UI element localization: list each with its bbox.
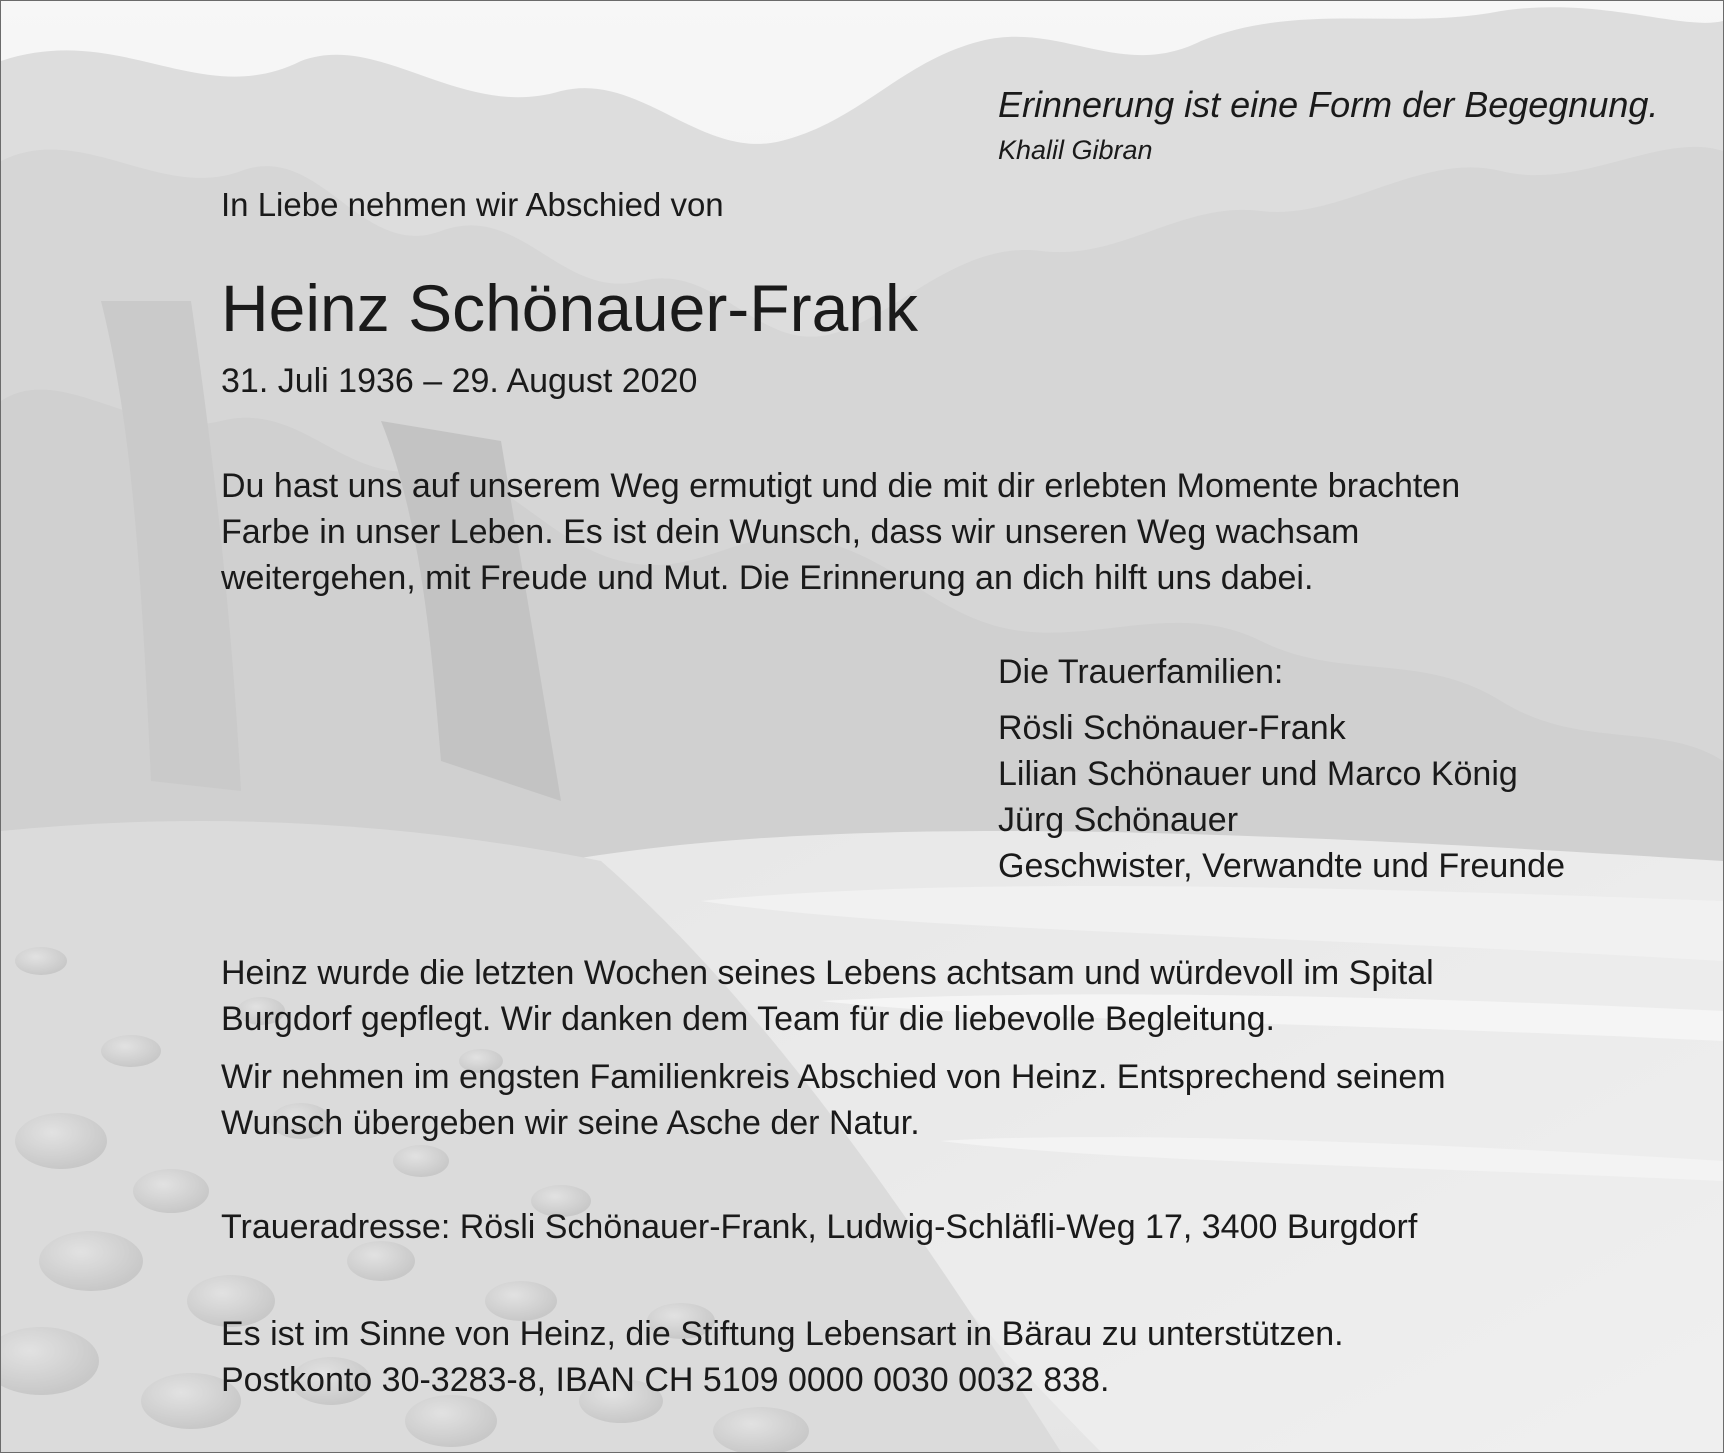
thanks-line: Heinz wurde die letzten Wochen seines Lebens achtsam und würdevoll im Spital bbox=[221, 954, 1434, 992]
family-member: Lilian Schönauer und Marco König bbox=[998, 755, 1518, 793]
deceased-name: Heinz Schönauer-Frank bbox=[221, 271, 918, 345]
donation-paragraph bbox=[221, 1311, 1641, 1403]
tribute-line: Du hast uns auf unserem Weg ermutigt und die mit dir erlebten Momente brachten bbox=[221, 467, 1461, 505]
tribute-paragraph bbox=[221, 463, 1641, 601]
motto-author: Khalil Gibran bbox=[998, 135, 1153, 165]
donation-line: Postkonto 30-3283-8, IBAN CH 5109 0000 0030 0032 838. bbox=[221, 1361, 1110, 1399]
intro-line: In Liebe nehmen wir Abschied von bbox=[221, 186, 724, 223]
farewell-line: Wir nehmen im engsten Familienkreis Abschied von Heinz. Entsprechend seinem bbox=[221, 1058, 1446, 1096]
family-member: Rösli Schönauer-Frank bbox=[998, 709, 1346, 747]
mourning-address bbox=[221, 1204, 1641, 1250]
life-dates: 31. Juli 1936 – 29. August 2020 bbox=[221, 362, 698, 400]
tribute-line: weitergehen, mit Freude und Mut. Die Erinnerung an dich hilft uns dabei. bbox=[221, 559, 1314, 597]
motto-quote: Erinnerung ist eine Form der Begegnung. bbox=[998, 84, 1659, 125]
family-member: Jürg Schönauer bbox=[998, 801, 1239, 839]
thanks-paragraph bbox=[221, 950, 1641, 1042]
mourning-families bbox=[998, 649, 1565, 889]
tribute-line: Farbe in unser Leben. Es ist dein Wunsch, dass wir unseren Weg wachsam bbox=[221, 513, 1360, 551]
address-line: Traueradresse: Rösli Schönauer-Frank, Ludwig-Schläfli-Weg 17, 3400 Burgdorf bbox=[221, 1208, 1418, 1246]
families-heading: Die Trauerfamilien: bbox=[998, 653, 1284, 691]
farewell-paragraph bbox=[221, 1054, 1641, 1146]
farewell-line: Wunsch übergeben wir seine Asche der Natur. bbox=[221, 1104, 920, 1142]
thanks-line: Burgdorf gepflegt. Wir danken dem Team für die liebevolle Begleitung. bbox=[221, 1000, 1275, 1038]
family-member: Geschwister, Verwandte und Freunde bbox=[998, 847, 1565, 885]
donation-line: Es ist im Sinne von Heinz, die Stiftung Lebensart in Bärau zu unterstützen. bbox=[221, 1315, 1344, 1353]
